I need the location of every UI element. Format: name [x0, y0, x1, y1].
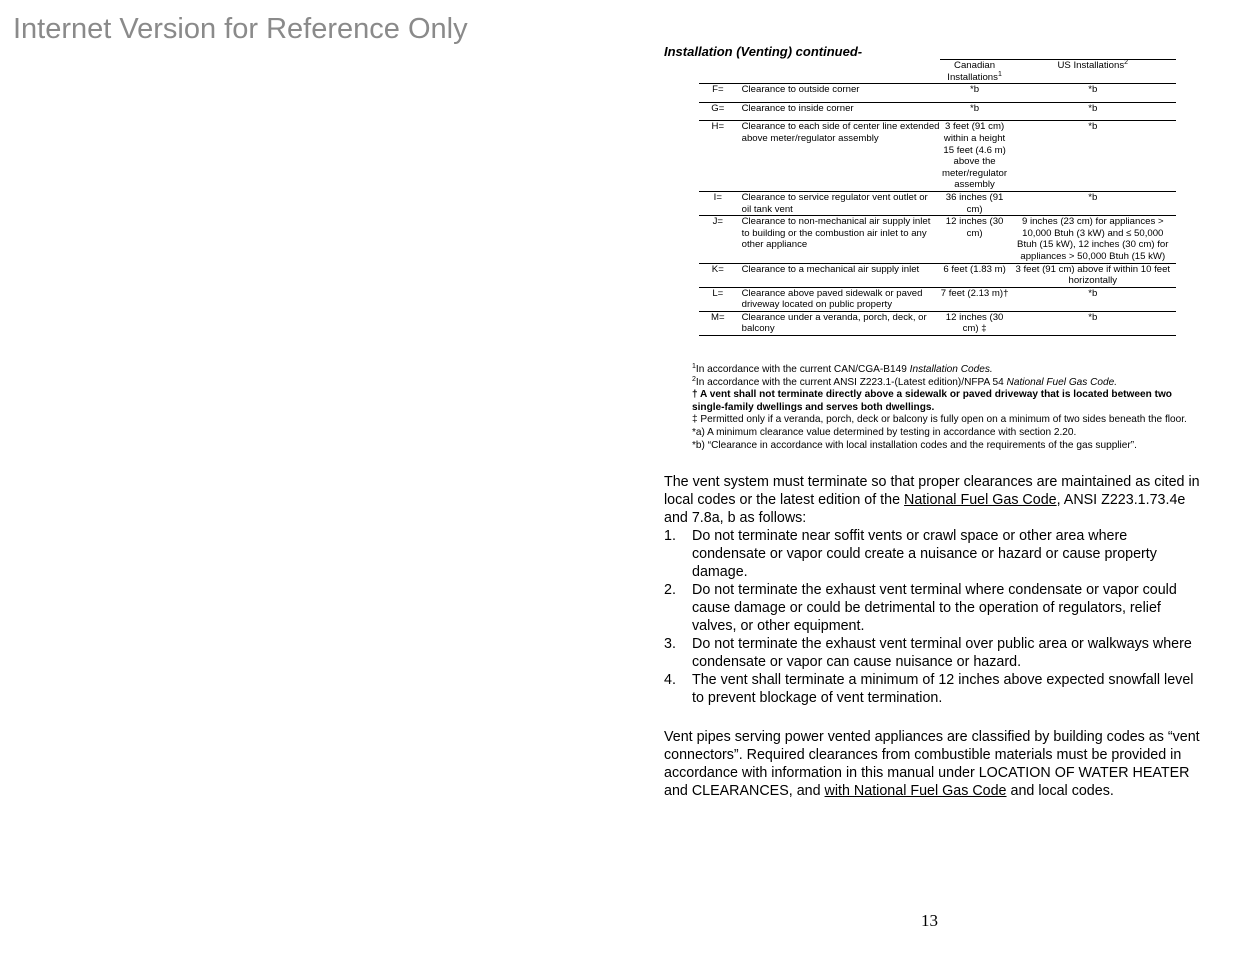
row-description: Clearance to non-mechanical air supply inlet to building or the combustion air inlet to any other appliance: [737, 216, 940, 263]
row-code: H=: [699, 121, 737, 192]
note-b: *b) “Clearance in accordance with local installation codes and the requirements of the gas supplier”.: [692, 439, 1137, 451]
national-fuel-gas-code-reference: with National Fuel Gas Code: [824, 783, 1007, 799]
row-canadian-value: 3 feet (91 cm) within a height 15 feet (4.6 m) above the meter/regulator assembly: [940, 121, 1010, 192]
row-us-value: *b: [1010, 121, 1176, 192]
intro-paragraph: The vent system must terminate so that proper clearances are maintained as cited in local codes or the latest edition of the National Fuel Gas Code, ANSI Z223.1.73.4e and 7.8a, b as follows:: [664, 474, 1200, 526]
row-us-value: 9 inches (23 cm) for appliances > 10,000 Btuh (3 kW) and ≤ 50,000 Btuh (15 kW), 12 inches (30 cm) for appliances > 50,000 Btuh (15 kW): [1010, 216, 1176, 263]
table-row: [699, 263, 1176, 287]
row-code: L=: [699, 287, 737, 311]
section-heading: Installation (Venting) continued-: [664, 44, 863, 59]
row-canadian-value: *b: [970, 84, 980, 96]
clearance-table: [699, 59, 1176, 336]
row-code: K=: [699, 263, 737, 287]
row-canadian-value: 12 inches (30 cm): [940, 216, 1010, 263]
table-header-row: [699, 60, 1176, 84]
row-code: J=: [699, 216, 737, 263]
row-canadian-value: *b: [940, 102, 1010, 121]
row-description: Clearance to service regulator vent outlet or oil tank vent: [737, 191, 940, 215]
footnote-2: $^2$In accordance with the current ANSI Z223.1-(Latest edition)/NFPA 54 National Fuel Gas Code.: [692, 375, 1118, 388]
row-description: Clearance to outside corner: [741, 84, 860, 96]
table-row: [699, 84, 1176, 103]
row-us-value: 3 feet (91 cm) above if within 10 feet horizontally: [1010, 263, 1176, 287]
row-us-value: *b: [1010, 311, 1176, 335]
header-us: US Installations$^2$: [1010, 60, 1176, 84]
national-fuel-gas-code-reference: National Fuel Gas Code: [904, 492, 1057, 508]
table-row: [699, 191, 1176, 215]
row-description: Clearance to a mechanical air supply inlet: [737, 263, 940, 287]
page-number: 13: [921, 911, 938, 930]
table-row: [699, 121, 1176, 192]
row-description: Clearance to inside corner: [737, 102, 940, 121]
note-a: *a) A minimum clearance value determined by testing in accordance with section 2.20.: [692, 426, 1077, 438]
row-code: I=: [699, 191, 737, 215]
watermark-text: Internet Version for Reference Only: [13, 13, 468, 45]
table-row: [699, 287, 1176, 311]
vent-connectors-paragraph: Vent pipes serving power vented appliances are classified by building codes as “vent connectors”. Required clearances from combustible materials must be provided in accordance with information in this manual under LOCATION OF WATER HEATER and CLEARANCES, and with National Fuel Gas Code and local codes.: [664, 729, 1200, 799]
table-row: [699, 311, 1176, 335]
row-us-value: *b: [1010, 191, 1176, 215]
table-row: [699, 216, 1176, 263]
row-us-value: *b: [1088, 84, 1098, 96]
row-description: Clearance under a veranda, porch, deck, or balcony: [737, 311, 940, 335]
list-item: 2. Do not terminate the exhaust vent terminal where condensate or vapor could cause damage or could be detrimental to the operation of regulators, relief valves, or other equipment.: [664, 582, 1177, 634]
row-code: G=: [699, 102, 737, 121]
row-canadian-value: 7 feet (2.13 m)†: [940, 287, 1010, 311]
row-canadian-value: 6 feet (1.83 m): [940, 263, 1010, 287]
row-code: F=: [712, 84, 724, 96]
termination-rules-list: [664, 527, 1204, 707]
footnote-1: $^1$In accordance with the current CAN/CGA-B149 Installation Codes.: [692, 363, 993, 375]
footnote-dagger: † A vent shall not terminate directly above a sidewalk or paved driveway that is located between two single-family dwellings and serves both dwellings.: [692, 389, 1172, 413]
row-us-value: *b: [1010, 287, 1176, 311]
list-item: 1. Do not terminate near soffit vents or crawl space or other area where condensate or vapor could create a nuisance or hazard or cause property damage.: [664, 528, 1157, 580]
list-item: 3. Do not terminate the exhaust vent terminal over public area or walkways where condensate or vapor can cause nuisance or hazard.: [664, 636, 1192, 670]
row-us-value: *b: [1010, 102, 1176, 121]
header-canadian: Canadian Installations$^1$: [940, 60, 1010, 84]
row-canadian-value: 36 inches (91 cm): [940, 191, 1010, 215]
row-description: Clearance to each side of center line extended above meter/regulator assembly: [737, 121, 940, 192]
footnote-double-dagger: ‡ Permitted only if a veranda, porch, deck or balcony is fully open on a minimum of two sides beneath the floor.: [692, 414, 1187, 426]
footnotes: [692, 364, 1202, 452]
table-row: [699, 102, 1176, 121]
row-code: M=: [699, 311, 737, 335]
row-description: Clearance above paved sidewalk or paved driveway located on public property: [737, 287, 940, 311]
row-canadian-value: 12 inches (30 cm) ‡: [940, 311, 1010, 335]
list-item: 4. The vent shall terminate a minimum of 12 inches above expected snowfall level to prevent blockage of vent termination.: [664, 672, 1194, 706]
